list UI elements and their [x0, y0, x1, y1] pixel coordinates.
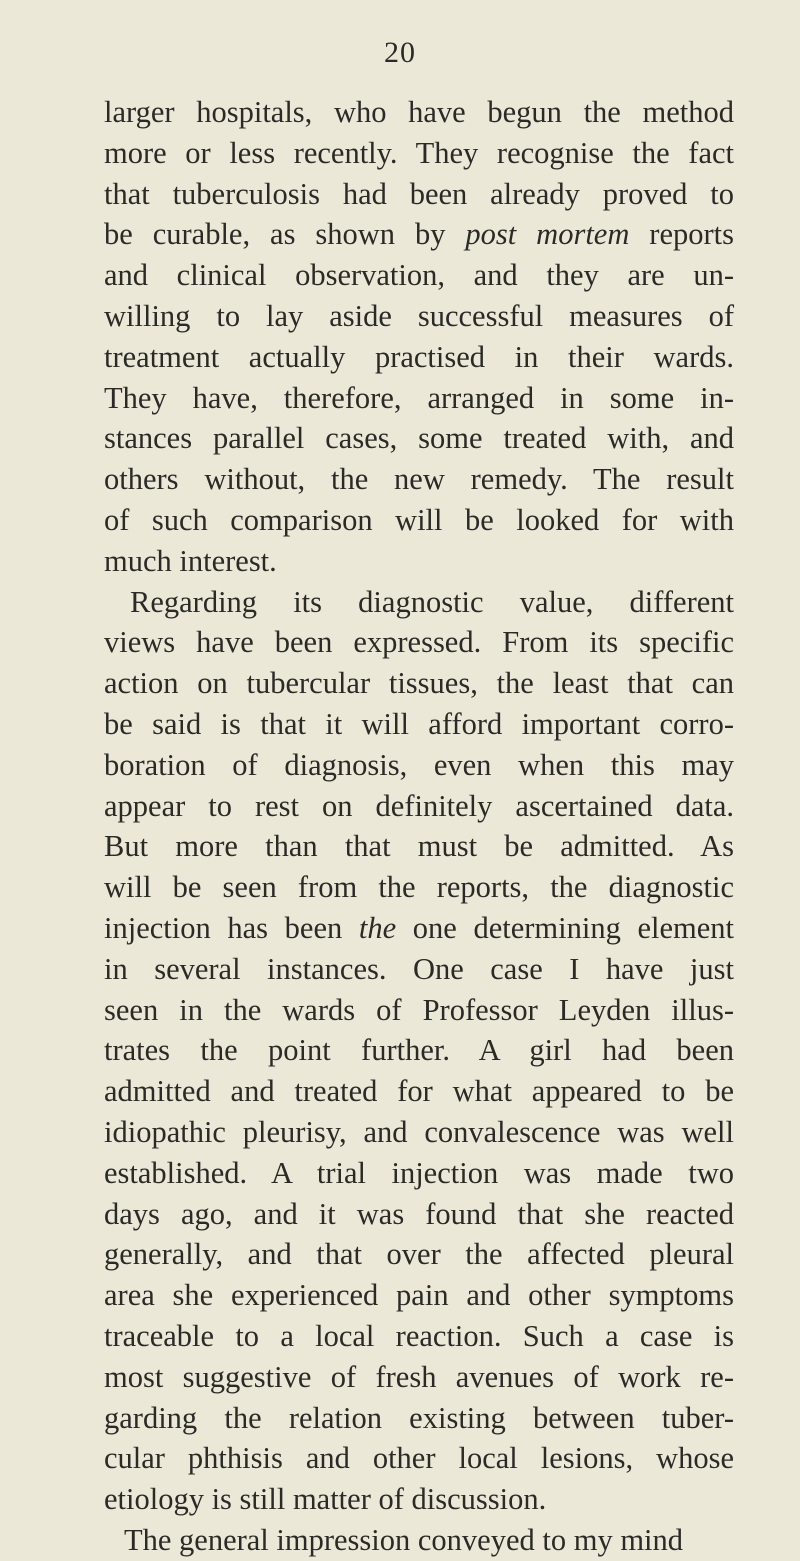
- text-segment: But more than that must be admitted. As: [104, 829, 734, 864]
- text-line: [104, 337, 734, 378]
- text-line: [104, 296, 734, 337]
- text-segment: be curable, as shown by: [104, 217, 466, 252]
- text-segment: larger hospitals, who have begun the method: [104, 95, 734, 129]
- text-segment: much interest.: [104, 543, 277, 578]
- text-line: [104, 418, 734, 459]
- text-segment: seen in the wards of Professor Leyden illus-: [104, 992, 734, 1027]
- text-line: [104, 745, 734, 786]
- text-line: [104, 1112, 734, 1153]
- text-line: [104, 1398, 734, 1439]
- text-segment: views have been expressed. From its specific: [104, 625, 734, 660]
- text-segment: most suggestive of fresh avenues of work re-: [104, 1359, 734, 1394]
- text-line: [104, 500, 734, 541]
- text-line: [104, 174, 734, 215]
- text-line: [104, 786, 734, 827]
- text-line: [104, 541, 734, 582]
- text-line: [104, 1479, 734, 1520]
- text-line: [104, 867, 734, 908]
- text-segment: garding the relation existing between tuber-: [104, 1400, 734, 1435]
- text-segment: area she experienced pain and other symptoms: [104, 1278, 734, 1313]
- text-segment: will be seen from the reports, the diagnostic: [104, 870, 734, 905]
- text-line: [104, 1275, 734, 1316]
- text-segment: trates the point further. A girl had been: [104, 1033, 734, 1068]
- text-line: [104, 1438, 734, 1479]
- text-line: [104, 826, 734, 867]
- text-line: [104, 378, 734, 419]
- text-segment: be said is that it will afford important corro-: [104, 706, 734, 741]
- text-line: [104, 949, 734, 990]
- text-segment: cular phthisis and other local lesions, whose: [104, 1441, 734, 1476]
- text-segment: idiopathic pleurisy, and convalescence was well: [104, 1114, 734, 1149]
- text-segment: one determining element: [396, 910, 735, 945]
- text-line: [104, 704, 734, 745]
- text-line: [104, 582, 734, 623]
- text-segment: action on tubercular tissues, the least that can: [104, 666, 734, 701]
- text-segment: of such comparison will be looked for with: [104, 502, 734, 537]
- text-line: [104, 92, 734, 133]
- text-segment: injection has been: [104, 910, 359, 945]
- body-text: [104, 92, 734, 1561]
- text-segment: Regarding its diagnostic value, different: [130, 584, 734, 619]
- italic-phrase: post mortem: [465, 217, 630, 252]
- text-line: [104, 459, 734, 500]
- text-line: [104, 1234, 734, 1275]
- text-segment: The general impression conveyed to my mind: [124, 1522, 684, 1557]
- page-number: 20: [384, 36, 416, 69]
- text-segment: etiology is still matter of discussion.: [104, 1482, 547, 1517]
- text-segment: generally, and that over the affected pleural: [104, 1237, 734, 1272]
- italic-phrase: the: [358, 910, 397, 945]
- text-segment: days ago, and it was found that she reacted: [104, 1196, 734, 1231]
- text-line: [104, 1357, 734, 1398]
- text-segment: treatment actually practised in their wards.: [104, 339, 734, 374]
- text-segment: boration of diagnosis, even when this may: [104, 747, 734, 782]
- text-line: [104, 622, 734, 663]
- text-segment: stances parallel cases, some treated with, and: [104, 421, 734, 456]
- text-line: [104, 1030, 734, 1071]
- text-line: [104, 1194, 734, 1235]
- text-line: [104, 908, 734, 949]
- text-segment: established. A trial injection was made two: [104, 1155, 734, 1190]
- text-line: [104, 133, 734, 174]
- text-segment: reports: [629, 217, 734, 252]
- text-segment: and clinical observation, and they are un-: [104, 258, 734, 293]
- text-segment: appear to rest on definitely ascertained data.: [104, 788, 734, 823]
- text-line: [104, 1071, 734, 1112]
- text-segment: willing to lay aside successful measures of: [104, 298, 734, 333]
- text-line: [104, 1316, 734, 1357]
- text-line: [104, 214, 734, 255]
- text-line: [104, 1153, 734, 1194]
- text-segment: They have, therefore, arranged in some in-: [104, 380, 734, 415]
- text-segment: admitted and treated for what appeared to be: [104, 1074, 734, 1109]
- text-segment: others without, the new remedy. The result: [104, 462, 734, 497]
- text-segment: in several instances. One case I have just: [104, 951, 734, 986]
- text-line: [104, 663, 734, 704]
- text-line: [104, 1520, 734, 1561]
- text-segment: traceable to a local reaction. Such a case is: [104, 1318, 734, 1353]
- text-segment: that tuberculosis had been already proved to: [104, 176, 734, 211]
- text-line: [104, 990, 734, 1031]
- text-line: [104, 255, 734, 296]
- text-segment: more or less recently. They recognise the fact: [104, 135, 734, 170]
